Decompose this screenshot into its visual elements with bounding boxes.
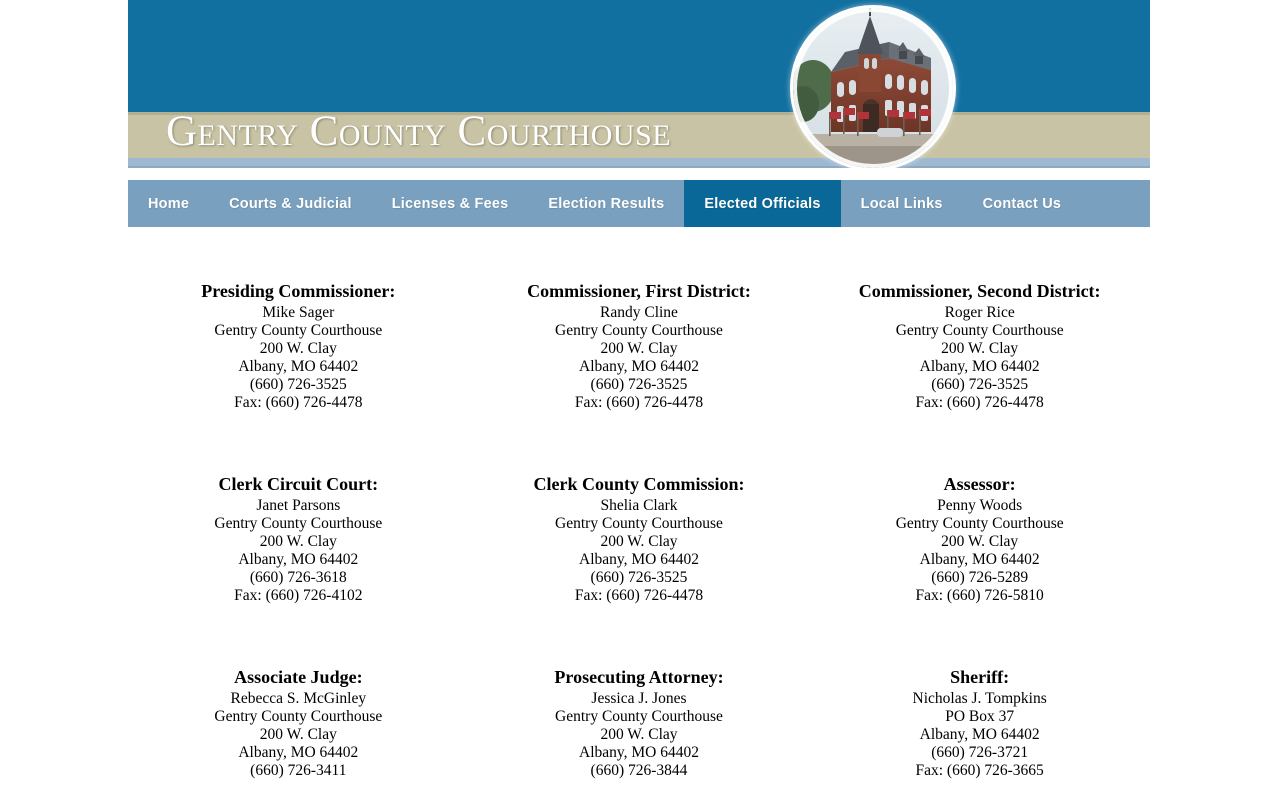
official-detail-line: (660) 726-3411: [250, 762, 347, 779]
official-detail-line: Albany, MO 64402: [579, 551, 699, 568]
official-detail-line: (660) 726-3721: [931, 744, 1029, 761]
official-detail-line: Fax: (660) 726-3665: [915, 762, 1044, 779]
official-detail-line: Albany, MO 64402: [919, 358, 1040, 375]
page-title: Gentry County Courthouse: [166, 108, 672, 155]
official-detail-line: 200 W. Clay: [941, 340, 1019, 357]
official-detail-line: 200 W. Clay: [600, 340, 678, 357]
official-name: Mike Sager: [262, 304, 335, 321]
official-detail-line: Albany, MO 64402: [579, 744, 699, 761]
main-content: [128, 227, 1150, 800]
official-name: Randy Cline: [600, 304, 678, 321]
official-title: Sheriff:: [950, 667, 1010, 687]
nav-item-courts-judicial[interactable]: [209, 180, 372, 227]
official-title: Commissioner, Second District:: [858, 281, 1101, 301]
official-detail-line: Gentry County Courthouse: [214, 515, 383, 532]
official-card: [469, 666, 810, 800]
official-detail-line: (660) 726-3525: [931, 376, 1029, 393]
official-detail-line: Albany, MO 64402: [238, 551, 359, 568]
header-blue-band: [128, 0, 1150, 112]
elected-officials-grid: [128, 227, 1150, 800]
official-detail-line: 200 W. Clay: [600, 726, 678, 743]
official-name: Jessica J. Jones: [591, 690, 687, 707]
nav-item-label: Election Results: [548, 195, 665, 212]
nav-item-label: Licenses & Fees: [391, 195, 509, 212]
official-detail-line: Fax: (660) 726-4478: [915, 394, 1044, 411]
official-card: [809, 473, 1150, 666]
official-detail-line: (660) 726-5289: [931, 569, 1029, 586]
official-detail-line: Fax: (660) 726-5810: [915, 587, 1044, 604]
official-detail-line: Fax: (660) 726-4478: [234, 394, 363, 411]
official-name: Nicholas J. Tompkins: [912, 690, 1047, 707]
courthouse-photo-icon: [793, 8, 953, 168]
official-detail-line: Fax: (660) 726-4478: [574, 394, 704, 411]
official-card: [469, 473, 810, 666]
nav-item-label: Home: [148, 195, 190, 212]
official-detail-line: Fax: (660) 726-4102: [234, 587, 363, 604]
official-detail-line: 200 W. Clay: [259, 340, 337, 357]
official-title: Assessor:: [943, 474, 1016, 494]
official-title: Prosecuting Attorney:: [554, 667, 724, 687]
official-title: Associate Judge:: [234, 667, 363, 687]
main-navigation: [128, 180, 1150, 227]
official-name: Shelia Clark: [600, 497, 678, 514]
official-detail-line: Gentry County Courthouse: [555, 708, 723, 725]
official-name: Penny Woods: [937, 497, 1023, 514]
official-detail-line: Fax: (660) 726-4478: [574, 587, 704, 604]
nav-item-elected-officials[interactable]: [684, 180, 840, 227]
nav-item-label: Courts & Judicial: [229, 195, 352, 212]
official-card: [469, 280, 810, 473]
official-name: Roger Rice: [944, 304, 1015, 321]
official-card: [128, 666, 469, 800]
official-detail-line: Gentry County Courthouse: [555, 515, 723, 532]
nav-item-home[interactable]: [128, 180, 209, 227]
official-detail-line: (660) 726-3618: [249, 569, 347, 586]
official-detail-line: Albany, MO 64402: [919, 726, 1040, 743]
nav-item-contact-us[interactable]: [963, 180, 1082, 227]
official-card: [128, 473, 469, 666]
official-detail-line: (660) 726-3844: [590, 762, 688, 779]
official-detail-line: Gentry County Courthouse: [214, 322, 383, 339]
official-detail-line: Albany, MO 64402: [238, 744, 359, 761]
official-detail-line: Albany, MO 64402: [919, 551, 1040, 568]
official-title: Presiding Commissioner:: [201, 281, 396, 301]
nav-item-label: Local Links: [860, 195, 943, 212]
official-detail-line: Albany, MO 64402: [238, 358, 359, 375]
official-name: Janet Parsons: [256, 497, 341, 514]
official-title: Clerk County Commission:: [533, 474, 745, 494]
official-detail-line: Gentry County Courthouse: [214, 708, 383, 725]
header-divider-line: [128, 166, 1150, 168]
official-detail-line: 200 W. Clay: [259, 533, 337, 550]
official-title: Commissioner, First District:: [527, 281, 751, 301]
nav-item-label: Elected Officials: [704, 195, 821, 212]
official-detail-line: 200 W. Clay: [600, 533, 678, 550]
nav-item-local-links[interactable]: [841, 180, 963, 227]
nav-item-election-results[interactable]: [528, 180, 684, 227]
official-detail-line: 200 W. Clay: [259, 726, 337, 743]
official-detail-line: (660) 726-3525: [590, 569, 688, 586]
official-detail-line: Gentry County Courthouse: [555, 322, 723, 339]
nav-item-label: Contact Us: [982, 195, 1062, 212]
official-card: [128, 280, 469, 473]
official-detail-line: PO Box 37: [945, 708, 1015, 725]
official-card: [809, 666, 1150, 800]
site-header: [128, 0, 1150, 168]
nav-item-licenses-fees[interactable]: [372, 180, 529, 227]
official-title: Clerk Circuit Court:: [218, 474, 379, 494]
official-detail-line: Gentry County Courthouse: [895, 515, 1064, 532]
official-card: [809, 280, 1150, 473]
official-detail-line: 200 W. Clay: [941, 533, 1019, 550]
official-detail-line: (660) 726-3525: [590, 376, 688, 393]
official-name: Rebecca S. McGinley: [230, 690, 367, 707]
official-detail-line: Gentry County Courthouse: [895, 322, 1064, 339]
official-detail-line: (660) 726-3525: [249, 376, 347, 393]
official-detail-line: Albany, MO 64402: [579, 358, 699, 375]
